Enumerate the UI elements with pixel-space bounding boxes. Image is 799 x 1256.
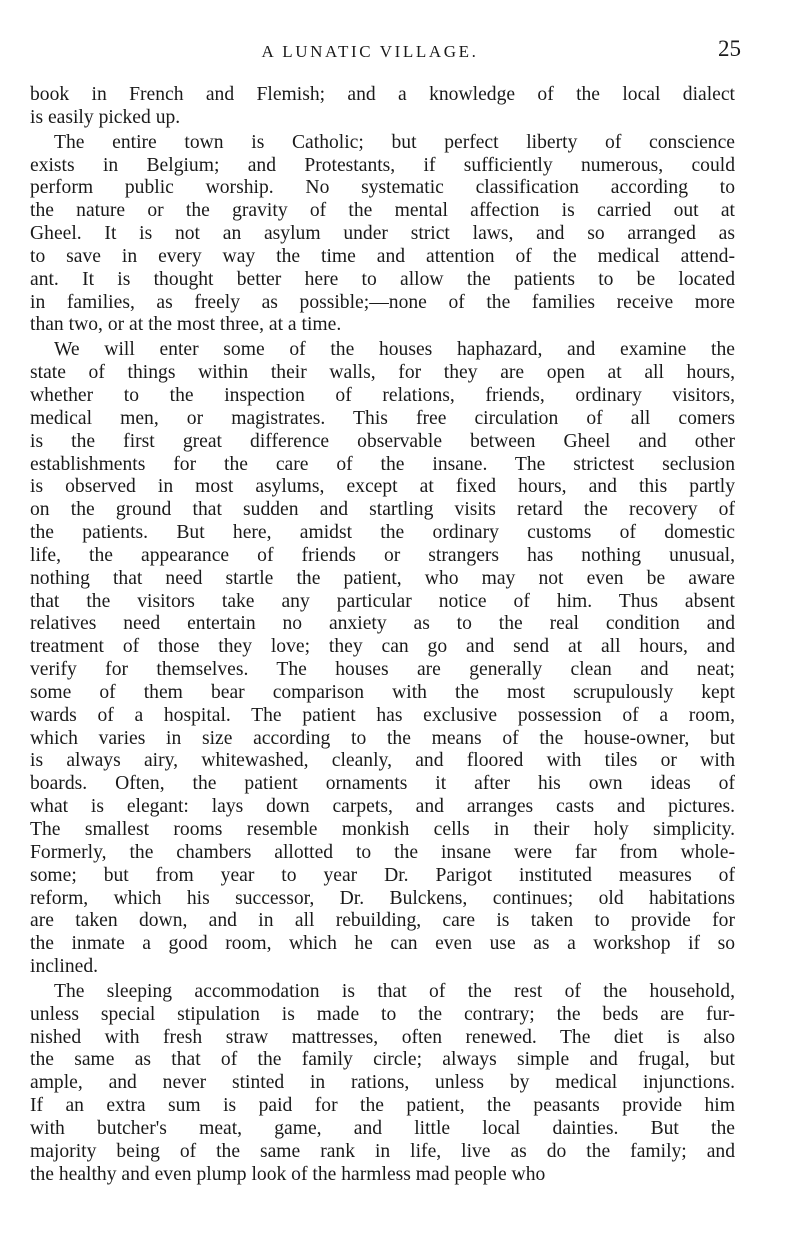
running-head: [0, 36, 799, 66]
text-line: ample, and never stinted in rations, unless by medical injunctions.: [30, 1072, 735, 1094]
text-line: treatment of those they love; they can go and send at all hours, and: [30, 636, 735, 658]
text-line: medical men, or magistrates. This free circulation of all comers: [30, 407, 735, 429]
text-line: reform, which his successor, Dr. Bulckens, continues; old habitations: [30, 887, 735, 909]
text-line: We will enter some of the houses haphazard, and examine the: [54, 339, 735, 361]
text-line: Formerly, the chambers allotted to the insane were far from whole-: [30, 841, 735, 863]
running-title: A LUNATIC VILLAGE.: [261, 42, 479, 61]
text-line: the same as that of the family circle; always simple and frugal, but: [30, 1049, 735, 1071]
paragraph: [30, 981, 735, 1187]
text-line: in families, as freely as possible;—none of the families receive more: [30, 291, 735, 313]
text-line: is always airy, whitewashed, cleanly, and floored with tiles or with: [30, 750, 735, 772]
text-line: wards of a hospital. The patient has exclusive possession of a room,: [30, 704, 735, 726]
body-text: [30, 84, 735, 1244]
text-line: exists in Belgium; and Protestants, if sufficiently numerous, could: [30, 154, 735, 176]
page-number: 25: [718, 36, 741, 61]
text-line: majority being of the same rank in life, live as do the family; and: [30, 1140, 735, 1162]
text-line: perform public worship. No systematic classification according to: [30, 177, 735, 199]
text-line: some of them bear comparison with the most scrupulously kept: [30, 681, 735, 703]
text-line: relatives need entertain no anxiety as to the real condition and: [30, 613, 735, 635]
paragraph: [30, 339, 735, 979]
paragraph: [30, 132, 735, 338]
text-line: some; but from year to year Dr. Parigot instituted measures of: [30, 864, 735, 886]
text-line: state of things within their walls, for they are open at all hours,: [30, 362, 735, 384]
text-line: whether to the inspection of relations, friends, ordinary visitors,: [30, 384, 735, 406]
text-line: the patients. But here, amidst the ordinary customs of domestic: [30, 522, 735, 544]
text-line: boards. Often, the patient ornaments it after his own ideas of: [30, 773, 735, 795]
text-line: verify for themselves. The houses are generally clean and neat;: [30, 659, 735, 681]
text-line: If an extra sum is paid for the patient, the peasants provide him: [30, 1095, 735, 1117]
text-line: book in French and Flemish; and a knowledge of the local dialect: [30, 84, 735, 105]
text-line: is the first great difference observable between Gheel and other: [30, 430, 735, 452]
text-line: the healthy and even plump look of the harmless mad people who: [30, 1163, 546, 1185]
text-line: the nature or the gravity of the mental affection is carried out at: [30, 200, 735, 222]
text-line: the inmate a good room, which he can even use as a workshop if so: [30, 933, 735, 955]
text-line: The smallest rooms resemble monkish cells in their holy simplicity.: [30, 819, 735, 840]
text-line: to save in every way the time and attention of the medical attend-: [30, 245, 735, 267]
text-line: is observed in most asylums, except at fixed hours, and this partly: [30, 476, 735, 498]
text-line: than two, or at the most three, at a time.: [30, 314, 342, 336]
text-line: on the ground that sudden and startling visits retard the recovery of: [30, 499, 735, 521]
text-line: are taken down, and in all rebuilding, care is taken to provide for: [30, 910, 735, 932]
text-line: ant. It is thought better here to allow the patients to be located: [30, 268, 735, 290]
text-line: establishments for the care of the insane. The strictest seclusion: [30, 453, 735, 475]
text-line: which varies in size according to the means of the house-owner, but: [30, 727, 735, 749]
text-line: that the visitors take any particular notice of him. Thus absent: [30, 590, 735, 612]
text-line: Gheel. It is not an asylum under strict laws, and so arranged as: [30, 223, 735, 245]
paragraph: [30, 84, 735, 130]
text-line: nished with fresh straw mattresses, often renewed. The diet is also: [30, 1026, 735, 1048]
text-line: The sleeping accommodation is that of the rest of the household,: [54, 980, 735, 1002]
text-line: what is elegant: lays down carpets, and arranges casts and pictures.: [30, 796, 735, 818]
text-line: with butcher's meat, game, and little local dainties. But the: [30, 1117, 735, 1139]
text-line: is easily picked up.: [30, 106, 181, 128]
text-line: inclined.: [30, 956, 99, 978]
text-line: unless special stipulation is made to the contrary; the beds are fur-: [30, 1003, 735, 1025]
text-line: The entire town is Catholic; but perfect liberty of conscience: [54, 131, 735, 153]
text-line: nothing that need startle the patient, who may not even be aware: [30, 567, 735, 589]
text-line: life, the appearance of friends or strangers has nothing unusual,: [30, 544, 735, 566]
